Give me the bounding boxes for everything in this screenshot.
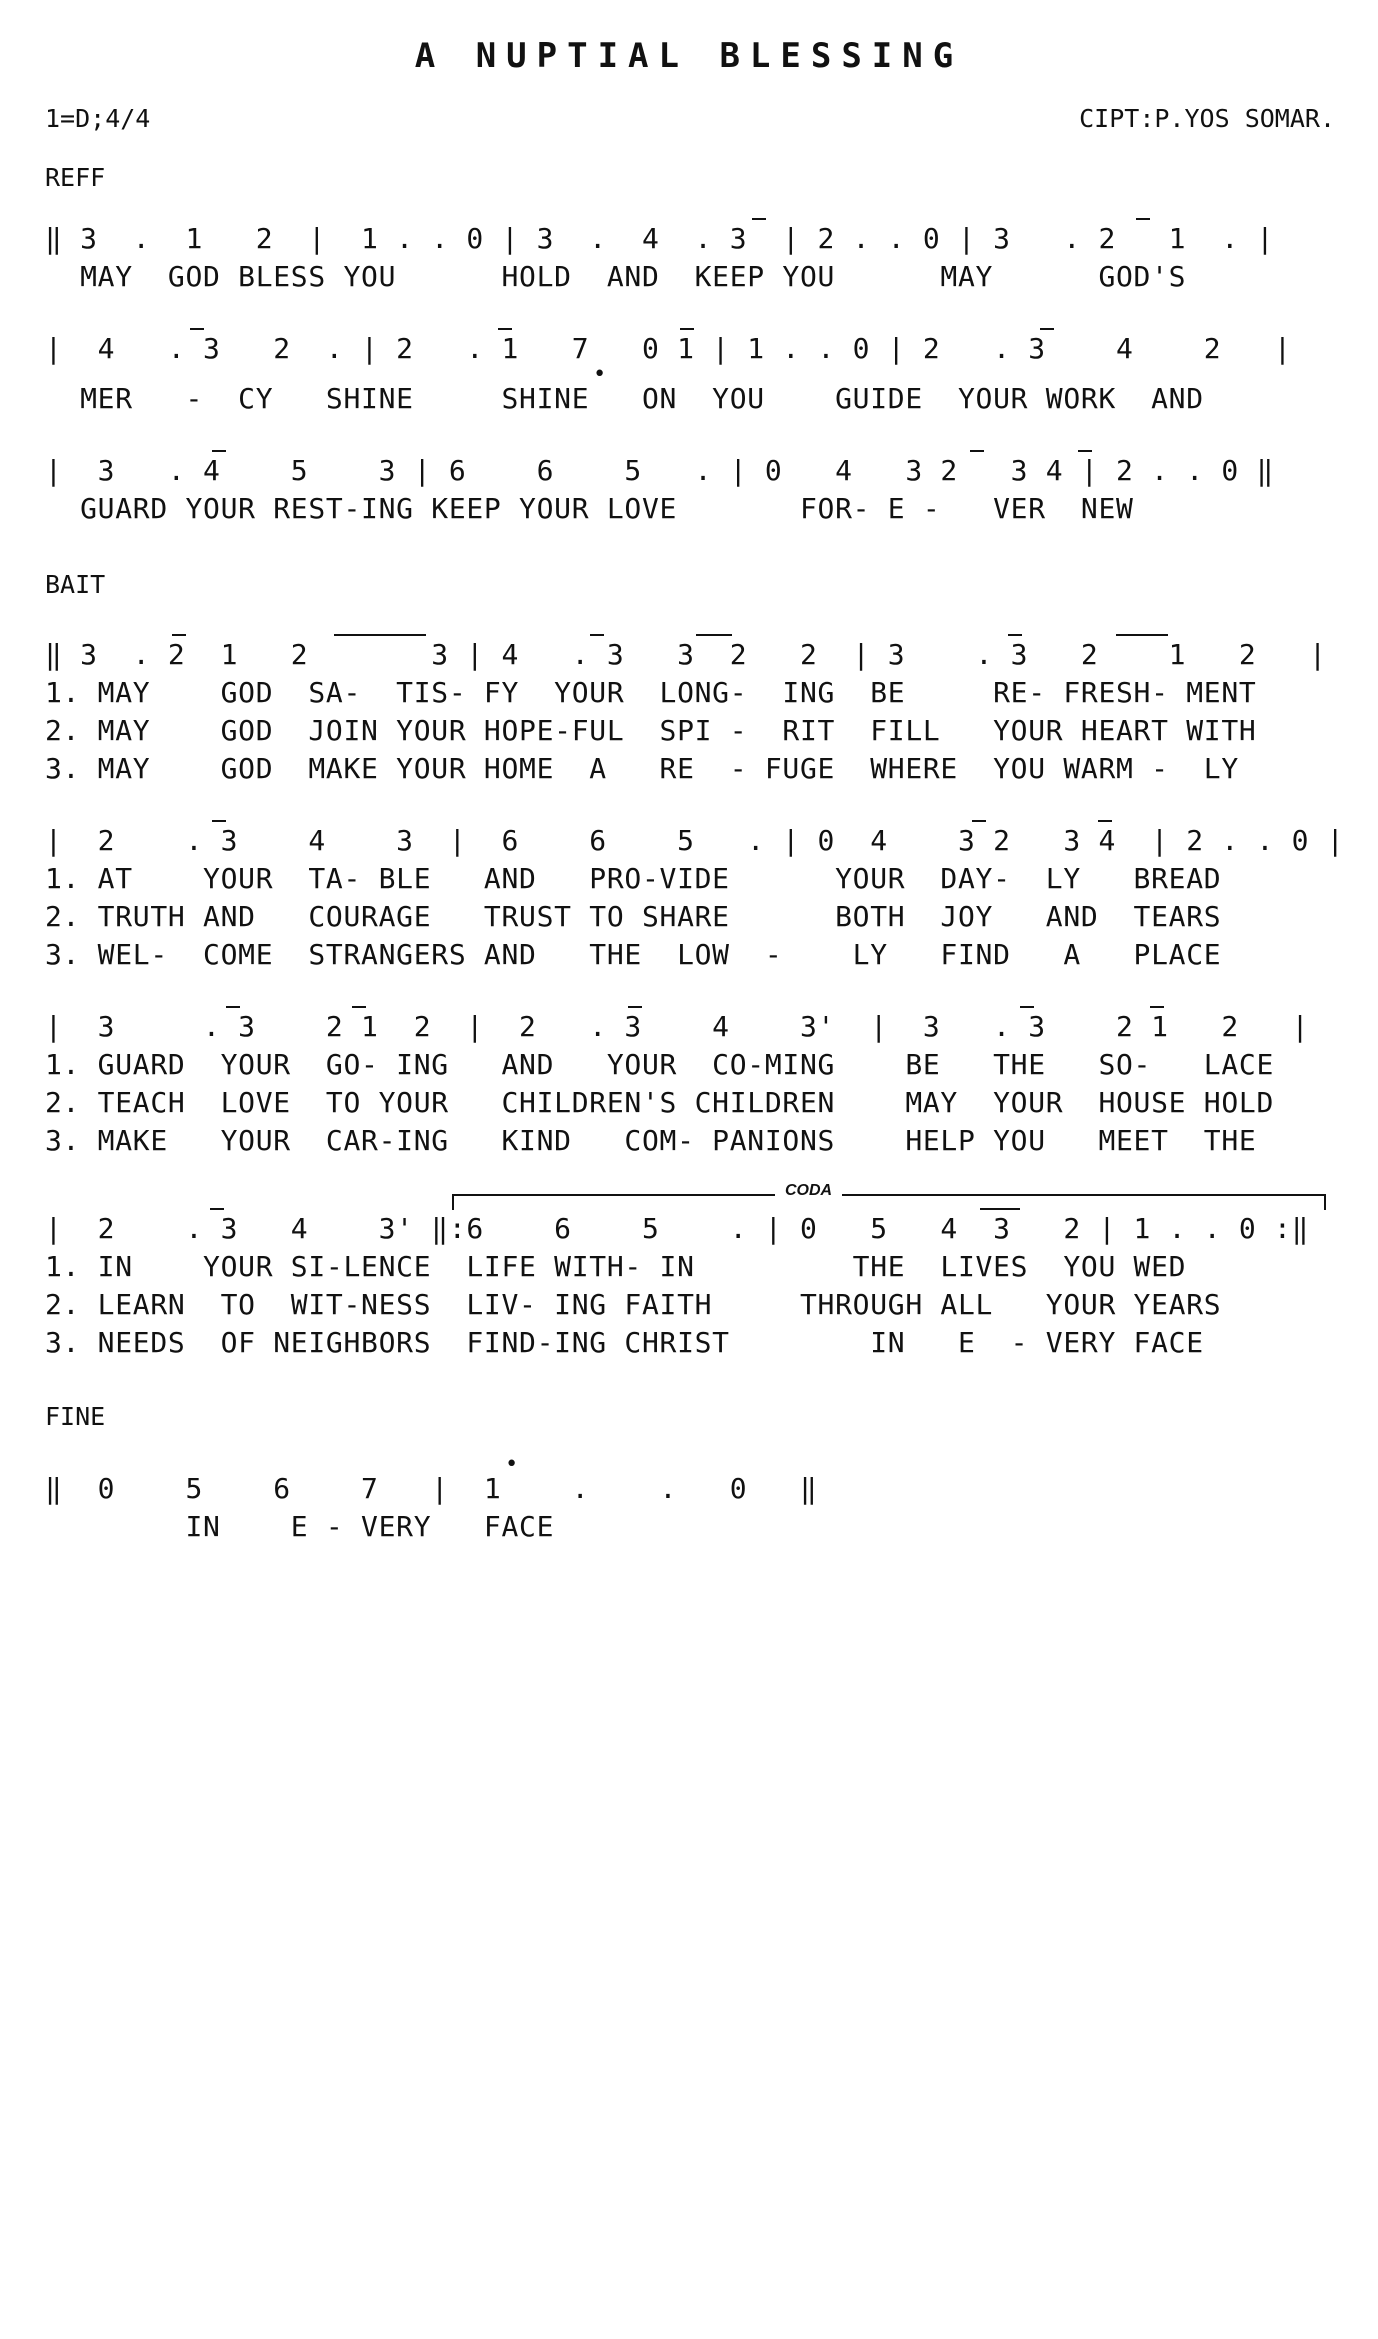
note-overline [1136,218,1150,220]
note-beam [980,1208,1020,1210]
note-overline [1040,328,1054,330]
bait-notes-line-4: | 2 . 3 4 3' ‖:6 6 5 . | 0 5 4 3 2 | 1 . . 0 :‖ [45,1212,1310,1245]
bait-verse1-line-4: 1. IN YOUR SI-LENCE LIFE WITH- IN THE LIVES YOU WED [45,1250,1187,1283]
bait-verse3-line-1: 3. MAY GOD MAKE YOUR HOME A RE - FUGE WHERE YOU WARM - LY [45,752,1239,785]
note-overline [1150,1006,1164,1008]
bait-verse1-line-3: 1. GUARD YOUR GO- ING AND YOUR CO-MING BE THE SO- LACE [45,1048,1275,1081]
note-overline [752,218,766,220]
bait-notes-line-2: | 2 . 3 4 3 | 6 6 5 . | 0 4 3 2 3 4 | 2 . . 0 | [45,824,1345,857]
key-signature: 1=D;4/4 [45,104,151,133]
note-overline [680,328,694,330]
composer-credit: CIPT:P.YOS SOMAR. [1079,104,1335,133]
bait-verse1-line-2: 1. AT YOUR TA- BLE AND PRO-VIDE YOUR DAY- LY BREAD [45,862,1222,895]
note-overline [172,634,186,636]
note-overline [628,1006,642,1008]
bait-verse2-line-4: 2. LEARN TO WIT-NESS LIV- ING FAITH THROUGH ALL YOUR YEARS [45,1288,1222,1321]
bait-notes-line-1: ‖ 3 . 2 1 2 3 | 4 . 3 3 2 2 | 3 . 3 2 1 2 | [45,638,1327,671]
bait-notes-line-3: | 3 . 3 2 1 2 | 2 . 3 4 3' | 3 . 3 2 1 2 | [45,1010,1310,1043]
reff-lyrics-line-3: GUARD YOUR REST-ING KEEP YOUR LOVE FOR- E - VER NEW [45,492,1134,525]
section-label-reff: REFF [45,163,106,192]
note-overline [352,1006,366,1008]
note-overline [1008,634,1022,636]
note-overline [190,328,204,330]
bait-verse3-line-3: 3. MAKE YOUR CAR-ING KIND COM- PANIONS HELP YOU MEET THE [45,1124,1257,1157]
section-label-fine: FINE [45,1402,106,1431]
note-overline [970,450,984,452]
bait-verse2-line-3: 2. TEACH LOVE TO YOUR CHILDREN'S CHILDREN MAY YOUR HOUSE HOLD [45,1086,1275,1119]
reff-notes-line-3: | 3 . 4 5 3 | 6 6 5 . | 0 4 3 2 3 4 | 2 . . 0 ‖ [45,454,1275,487]
note-overline [972,820,986,822]
note-beam [1116,634,1168,636]
note-overline [498,328,512,330]
fine-notes-line: ‖ 0 5 6 7 | 1 . . 0 ‖ [45,1472,818,1505]
note-overline [226,1006,240,1008]
song-title: A NUPTIAL BLESSING [414,36,964,76]
note-beam [334,634,426,636]
reff-lyrics-line-2: MER - CY SHINE SHINE ON YOU GUIDE YOUR WORK AND [45,382,1204,415]
note-overline [1078,450,1092,452]
note-beam [696,634,732,636]
reff-notes-line-2: | 4 . 3 2 . | 2 . 1 7 0 1 | 1 . . 0 | 2 . 3 4 2 | [45,332,1292,365]
bait-verse3-line-2: 3. WEL- COME STRANGERS AND THE LOW - LY FIND A PLACE [45,938,1222,971]
note-overline [212,450,226,452]
lower-octave-dot: • [593,362,607,387]
section-label-bait: BAIT [45,570,106,599]
coda-bracket [452,1194,1326,1210]
note-overline [1098,820,1112,822]
note-overline [210,1208,224,1210]
bait-verse2-line-1: 2. MAY GOD JOIN YOUR HOPE-FUL SPI - RIT FILL YOUR HEART WITH [45,714,1257,747]
bait-verse3-line-4: 3. NEEDS OF NEIGHBORS FIND-ING CHRIST IN E - VERY FACE [45,1326,1204,1359]
bait-verse2-line-2: 2. TRUTH AND COURAGE TRUST TO SHARE BOTH JOY AND TEARS [45,900,1222,933]
reff-lyrics-line-1: MAY GOD BLESS YOU HOLD AND KEEP YOU MAY GOD'S [45,260,1187,293]
note-overline [590,634,604,636]
fine-lyrics-line: IN E - VERY FACE [45,1510,555,1543]
note-overline [212,820,226,822]
note-overline [1020,1006,1034,1008]
upper-octave-dot: • [505,1452,519,1477]
reff-notes-line-1: ‖ 3 . 1 2 | 1 . . 0 | 3 . 4 . 3 | 2 . . 0 | 3 . 2 1 . | [45,222,1275,255]
coda-label: CODA [775,1182,842,1200]
bait-verse1-line-1: 1. MAY GOD SA- TIS- FY YOUR LONG- ING BE RE- FRESH- MENT [45,676,1257,709]
